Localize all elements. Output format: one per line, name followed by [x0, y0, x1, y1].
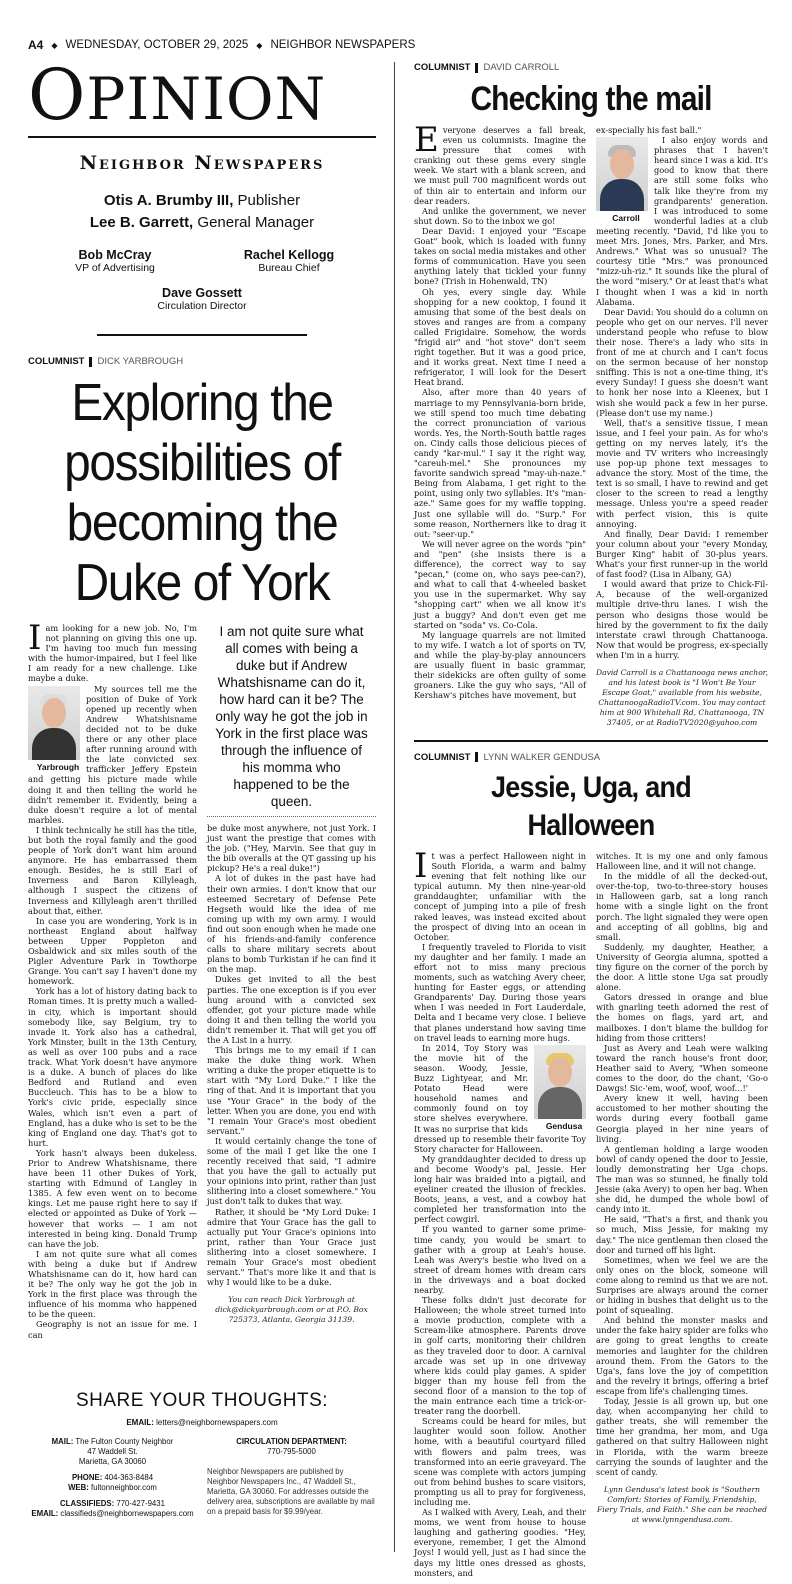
right-column — [414, 62, 768, 1578]
page-number: A4 — [28, 38, 44, 52]
share-title: SHARE YOUR THOUGHTS: — [75, 1390, 329, 1411]
carroll-article — [414, 120, 769, 728]
author-bio: Lynn Gendusa's latest book is "Southern Comfort: Stories of Family, Friendship, Fiery Trials, and Faith." She can be reached at www.lynngendusa.com. — [597, 1484, 767, 1524]
staff-name: Dave Gossett — [162, 286, 242, 300]
staff-circulation — [28, 286, 376, 312]
headline-yarbrough: Exploring the possibilities of becoming the Duke of York — [64, 374, 340, 612]
column-kicker: COLUMNIST DICK YARBROUGH — [28, 356, 184, 367]
contact-info: MAIL: The Fulton County Neighbor 47 Waddell St. Marietta, GA 30060 PHONE: 404-363-8484 WEB: fultonneighbor.com CLASSIFIEDS: 770-427-9431 EMAIL: classifieds@neighbornewspapers.com — [31, 1437, 194, 1518]
gendusa-article — [414, 845, 768, 1578]
pull-quote: I am not quite sure what all comes with being a duke but if Andrew Whatshisname can do it, how hard can it be? The only way he got the job in York in the first place was through the influence of his momma who happened to be the queen. — [207, 623, 376, 817]
publisher-notice: Neighbor Newspapers are published by Neighbor Newspapers Inc., 47 Waddell St., Marietta, GA 30060. For addresses outside the delivery area, subscriptions are available by mail on a prepaid basis for $9.99/year. — [207, 1467, 375, 1516]
circulation-info: CIRCULATION DEPARTMENT: 770-795-5000 Neighbor Newspapers are published by Neighbor Newspapers Inc., 47 Waddell St., Marietta, GA 30060. For addresses outside the delivery area, subscriptions are available by mail on a prepaid basis for $9.99/year. — [207, 1437, 375, 1516]
article-column-1: It was a perfect Halloween night in South Florida, a warm and balmy evening that felt nothing like our typical autumn. My then nine-year-old granddaughter, unfamiliar with the concept of jumping into a pile of fresh raked leaves, was instead excited about the prospect of diving into an ocean in October. I frequently traveled to Florida to visit my daughter and her family. I made an effort not to miss many precious moments, such as watching Avery cheer, hunting for Easter eggs, or attending Grandparents' Day. During those years when I was needed in Fort Lauderdale, Delta and I became very close. I believe that planes understand how saving time on travel leads to earning more hugs. Gendusa In 2014, Toy Story was the movie hit of the season. Woody, Jessie, Buzz Lightyear, and Mr. Potato Head were household names and commonly found on toy store shelves everywhere. It was no surprise that kids dressed up to resemble their favorite Toy Story character for Halloween. My granddaughter decided to dress up and become Woody's pal, Jessie. Her long hair was braided into a pigtail, and eyeliner created the illusion of freckles. Boots, jeans, a vest, and a cowboy hat completed her transformation into the perfect cowgirl. If you wanted to garner some prime-time candy, you would be smart to gather with a group at Leah's house. Leah was Avery's bestie who lived on a street of dream homes with dream cars in the driveways and a boat docked nearby. These folks didn't just decorate for Halloween; the whole street turned into a movie production, complete with a Scream-like atmosphere. Parents drove in golf carts, monitoring their children as they traveled door to door. A carnival arcade was set up in one driveway where kids could play games. A spider bigger than my house fell from the second floor of a mansion to the top of the main entrance each time a trick-or-treater rang the doorbell. Screams could be heard for miles, but laughter would soon follow. Another home, with a beautiful courtyard filled with flowers and palm trees, was transformed into an eerie graveyard. The scene was complete with actors jumping out from behind bushes to scare visitors, prompting us all to pray for forgiveness, including me. As I walked with Avery, Leah, and their moms, we went from house to house laughing and gathering goodies. "Hey, everyone, remember, I get the Almond Joys! I would yell, just as I had since the days my little ones dressed as ghosts, monsters, and — [414, 845, 586, 1578]
diamond-icon: ◆ — [51, 40, 58, 50]
staff-name: Rachel Kellogg — [243, 248, 335, 262]
paper-name-header: NEIGHBOR NEWSPAPERS — [270, 39, 416, 51]
staff-title: Bureau Chief — [258, 262, 320, 274]
classifieds-email-link[interactable]: classifieds@neighbornewspapers.com — [60, 1509, 194, 1518]
column-kicker: COLUMNIST LYNN WALKER GENDUSA — [414, 751, 601, 763]
column-divider — [394, 62, 395, 1552]
page-header — [28, 36, 768, 54]
masthead-rule — [28, 136, 376, 138]
author-bio: David Carroll is a Chattanooga news anchor, and his latest book is "I Won't Be Your Escape Goat," available from his website, ChattanoogaRadioTV.com. You may contact him at 900 Whitehall Rd, Chattanooga, TN 37405, or at RadioTV2020@yahoo.com — [596, 667, 768, 727]
section-rule — [414, 740, 768, 742]
dropcap: I — [414, 845, 428, 886]
issue-date: WEDNESDAY, OCTOBER 29, 2025 — [65, 39, 249, 51]
column-kicker: COLUMNIST DAVID CARROLL — [414, 62, 560, 73]
staff-leaders: Otis A. Brumby III, Publisher Lee B. Garrett, General Manager — [89, 192, 315, 231]
article-column-2: witches. It is my one and only famous Halloween line, and it will not change. In the middle of all the decked-out, over-the-top, two-to-three-story houses in Halloween garb, sat a long ranch home with a single light on the front porch. The light signaled they were open and accepting of all goblins, big and small. Suddenly, my daughter, Heather, a University of Georgia alumna, spotted a tiny figure on the corner of the porch by the door. A little stone Uga sat proudly alone. Gators dressed in orange and blue with gnarling teeth adorned the rest of the homes on flags, yard art, and mailboxes. I don't blame the bulldog for hiding from those critters! Just as Avery and Leah were walking toward the ranch house's front door, Heather said to Avery, "When someone comes to the door, do the chant, 'Go-o Dawgs! Sic-'em, woof, woof, woof...!' Avery knew it well, having been accustomed to her mother shouting the words during every football game Georgia played in her nine years of living. A gentleman holding a large wooden bowl of candy opened the door to Jessie, loudly demonstrating her Uga chops. The man was so stunned, he finally told Jessie (aka Avery) to open her bag. When she did, he dumped the whole bowl of candy into it. He said, "That's a first, and thank you so much, Miss Jessie, for making my day." The nice gentleman then closed the door and turned off his light. Sometimes, when we feel we are the only ones on the block, someone will come along to remind us that we are not. Surprises are always around the corner or hiding in bushes that delight us to the point of squealing. And behind the monster masks and under the fake hairy spider are folks who are going to great lengths to create memories and laughter for the children around them. From the Gators to the Uga's, fans love the joy of competition and the revelry it brings, offering a brief escape from life's challenging times. Today, Jessie is all grown up, but one day, when accompanying her child to gather treats, she will remember the time her grandma, her mom, and Uga gathered on that sultry Halloween night in Florida, with the warm breeze carrying the sounds of laughter and the scent of candy. Lynn Gendusa's latest book is "Southern Comfort: Stories of Family, Friendship, Fiery Trials, and Faith." She can be reached at www.lynngendusa.com. — [596, 850, 768, 1524]
paper-name: Neighbor Newspapers — [79, 152, 325, 174]
dropcap: E — [414, 120, 439, 160]
staff-title: VP of Advertising — [75, 262, 155, 274]
staff-title: Circulation Director — [157, 300, 247, 312]
article-column-2: I am not quite sure what all comes with being a duke but if Andrew Whatshisname can do it, how hard can it be? The only way he got the job in York in the first place was through the influence of his momma who happened to be the queen. be duke most anywhere, not just York. I just want the prestige that comes with the job. ("Hey, Marvin. See that guy in the bib overalls at the QT gassing up his pickup? He's a real duke!") A lot of dukes in the past have had their own armies. I don't know that our esteemed Secretary of Defense Pete Hegseth would like the idea of me coming up with my own army. I would find out soon enough when he made one of his friends-and-family conference calls to share military secrets about plans to bomb Turkistan if he can find it on the map. Dukes get invited to all the best parties. The one exception is if you ever hung around with a convicted sex offender, got your picture made while doing it and then telling the world you didn't remember it. That will get you off the A List in a hurry. This brings me to my email if I can make the duke thing work. When writing a duke the proper etiquette is to start with "My Lord Duke." I like the ring of that. And it is important that you use "Your Grace" in the body of the letter. When you are done, you end with "I remain Your Grace's most obedient servant." It would certainly change the tone of some of the mail I get like the one I recently received that said, "I admire that you have the gall to actually put your opinions into print, rather than just slithering into a closet somewhere." You just don't talk to dukes that way. Rather, it should be "My Lord Duke: I admire that Your Grace has the gall to actually put Your Grace's opinions into print, rather than Your Grace just slithering into a closet somewhere. I remain Your Grace's most obedient servant." That's more like it and that is why I would like to be a duke. You can reach Dick Yarbrough at dick@dickyarbrough.com or at P.O. Box 725373, Atlanta, Georgia 31139. — [207, 624, 376, 1325]
diamond-icon: ◆ — [256, 40, 263, 50]
article-column-1: Iam looking for a new job. No, I'm not planning on giving this one up. I'm having too much fun messing with the humor-impaired, but I feel like I am ready for a new challenge. Like maybe a duke. Yarbrough My sources tell me the position of Duke of York opened up recently when Andrew Whatshisname decided not to be duke there or any other place after running around with the late convicted sex trafficker Jeffery Epstein and getting his picture made while doing it and then telling the world he didn't remember it. Evidently, being a duke doesn't require a lot of mental marbles. I think technically he still has the title, but both the royal family and the good people of York don't want him around anymore. He has embarrassed them enough. Besides, he is still Earl of Inverness and Baron Killyleagh, although I suspect the citizens of Inverness and Killyleagh aren't thrilled about that, either. In case you are wondering, York is in northeast England about halfway between Upper Poppleton and Osbaldwick and six miles south of the Pigler Adventure Park in Towthorpe Grange. You can't say I haven't done my homework. York has a lot of history dating back to Roman times. It is pretty much a walled-in city, which is important should somebody like, say Belgium, try to invade it. York also has a cathedral, York Minster, built in the 13th Century, as well as over 100 pubs and a race track. What York doesn't have anymore is a duke. A bunch of places do like Bedford and Rutland and even Buccleuch. This has to be a blow to York's civic pride, especially since Wales, which isn't even a part of England, has a duke who is set to be the king of England one day. That's got to hurt. York hasn't always been dukeless. Prior to Andrew Whatshisname, there have been 11 other Dukes of York, starting with Edmund of Langley in 1385. A few even went on to become kings. Let me pause right here to say if elected or appointed as Duke of York — however that works — I am not interested in being king. Donald Trump can have the job. I am not quite sure what all comes with being a duke but if Andrew Whatshisname can do it, how hard can it be? The only way he got the job in York in the first place was through the influence of his momma who happened to be the queen. Geography is not an issue for me. I can — [28, 618, 197, 1340]
author-photo-gendusa: Gendusa — [534, 1045, 586, 1131]
website-link[interactable]: fultonneighbor.com — [91, 1483, 157, 1492]
dropcap: I — [28, 618, 42, 658]
section-title: OPINION — [28, 54, 327, 136]
article-column-1: Everyone deserves a fall break, even us columnists. Imagine the pressure that comes with cranking out these gems every single week. We start with a blank screen, and we must pull 700 magnificent words out of thin air to entertain and inform our dear readers. And unlike the government, we never shut down. So to the inbox we go! Dear David: I enjoyed your "Escape Goat" book, which is loaded with funny takes on social media mistakes and other forms of communication. Have you seen anything lately that tickled your funny bone? (Trish in Hohenwald, TN) Oh yes, every single day. While shopping for a new cooktop, I found it amusing that some of the best deals on stoves and ranges are from a company called Frigidaire. Somehow, the words "frigid air" and "hot stove" don't seem right together. But it was a good price, and it works great. Next time I need a refrigerator, I will look for the Desert Heat brand. Also, after more than 40 years of marriage to my Pennsylvania-born bride, we still spend too much time debating the correct pronunciation of various words. Yes, the North-South battle rages on. Cindy calls those delicious pieces of candy "kar-mul." I say it the right way, "careuh-mel." She pronounces my favorite sandwich spread "may-uh-naze." Being from Alabama, I get right to the point, using only two syllables. It's "man-aze." Same goes for my waffle topping. Just one syllable will do. "Surp." For some reason, Northerners like to drag it out: "seer-up." We will never agree on the words "pin" and "pen" (she insists there is a difference), the correct way to say "pecan," (come on, who says pee-can?), and what to call that 4-wheeled basket you use in the supermarket. Why say "shopping cart" when we all know it's just a buggy? And don't even get me started on "soda" vs. Co-Cola. My language quarrels are not limited to my wife. I watch a lot of sports on TV, and while the play-by-play announcers are usually fluent in basic grammar, their sidekicks are often guilty of some groaners. Like the guy who says, "All of Kershaw's pitches have movement, but — [414, 120, 586, 701]
letters-email-link[interactable]: letters@neighbornewspapers.com — [156, 1418, 278, 1427]
left-column — [28, 54, 376, 1340]
letters-email: EMAIL: letters@neighbornewspapers.com — [126, 1418, 278, 1427]
staff-name: Bob McCray — [78, 248, 152, 262]
article-column-2: ex-specially his fast ball." Carroll I also enjoy words and phrases that I haven't heard since I was a kid. It's good to know that there are still some folks who talk like they're from my grandparents' generation. I was introduced to some wonderful ladies at a club meeting recently. "David, I'd like you to meet Mrs. Jones, Mrs. Parker, and Mrs. Andrews." What was so unusual? The courtesy title "Mrs." was pronounced "mizz-uh-riz." It sounds like the plural of the word "misery." Or at least that's what I thought when I was a kid in north Alabama. Dear David: You should do a column on people who get on our nerves. I'll never understand people who refuse to blow their nose. There's a lady who sits in front of me at church and I can't focus on the sermon because of her nonstop sniffing. This is not a one-time thing, it's every Sunday! I guess she doesn't want to honk her nose into a Kleenex, but I wish she would pack a few in her purse. (Please don't use my name.) Well, that's a sensitive tissue, I mean issue, and I feel your pain. As for who's getting on my nerves lately, it's the movie and TV writers who increasingly use pop-up phone text messages to advance the story. Most of the time, the text is so small, I have to rewind and get closer to the screen to read a lengthy message. Unless you're a speed reader with perfect vision, this is quite annoying. And finally, Dear David: I remember your column about your "every Monday, Burger King" habit of 30-plus years. What's your first runner-up in the world of fast food? (Lisa in Albany, GA) I would award that prize to Chick-Fil-A, because of the well-organized multiple drive-thru lanes. I wish the person who designs those would be hired by the government to fix the daily interstate crawl through Chattanooga. Now that would be progress, ex-specially when I'm in a hurry. David Carroll is a Chattanooga news anchor, and his latest book is "I Won't Be Your Escape Goat," available from his website, ChattanoogaRadioTV.com. You may contact him at 900 Whitehall Rd, Chattanooga, TN 37405, or at RadioTV2020@yahoo.com — [596, 125, 769, 727]
author-bio: You can reach Dick Yarbrough at dick@dickyarbrough.com or at P.O. Box 725373, Atlanta, Georgia 31139. — [215, 1295, 368, 1325]
share-your-thoughts — [28, 1390, 376, 1519]
headline-carroll: Checking the mail — [470, 80, 712, 118]
yarbrough-article — [28, 618, 376, 1340]
author-photo-carroll: Carroll — [596, 137, 648, 223]
headline-gendusa: Jessie, Uga, and Halloween — [490, 770, 692, 842]
author-photo-yarbrough: Yarbrough — [28, 686, 80, 772]
staff-grid — [28, 248, 376, 274]
divider — [97, 334, 307, 336]
